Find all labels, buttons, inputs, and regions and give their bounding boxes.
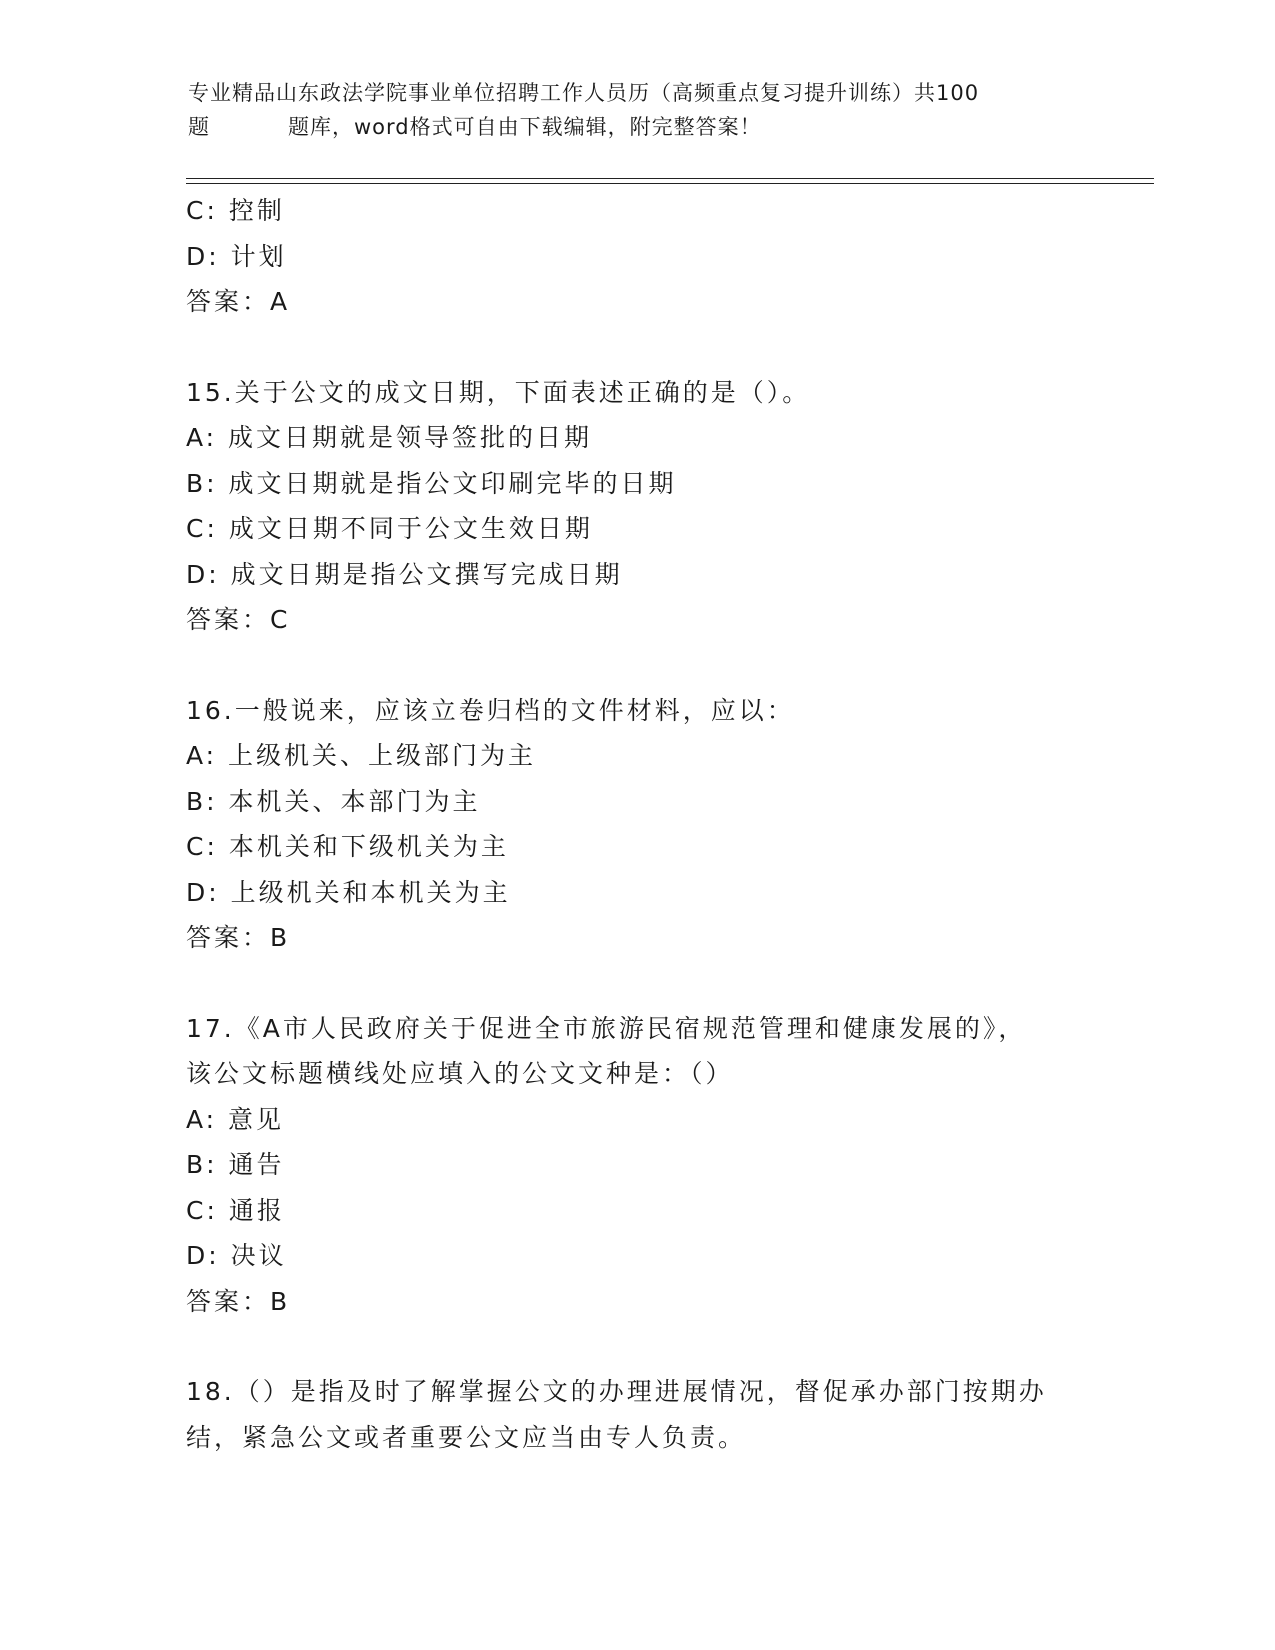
header-divider-bottom <box>186 183 1154 184</box>
option: B: 通告 <box>186 1150 285 1179</box>
question-stem: 结，紧急公文或者重要公文应当由专人负责。 <box>186 1422 747 1452</box>
header-divider-top <box>186 178 1154 179</box>
question-stem: 17.《A市人民政府关于促进全市旅游民宿规范管理和健康发展的》， <box>186 1013 1027 1043</box>
option: C: 通报 <box>186 1195 285 1225</box>
option: D: 决议 <box>186 1241 287 1270</box>
answer: 答案：B <box>186 1286 291 1316</box>
option: B: 本机关、本部门为主 <box>186 786 481 816</box>
header-line-2 <box>188 110 1088 144</box>
header-line-2-prefix: 题 <box>188 115 210 139</box>
option: B: 成文日期就是指公文印刷完毕的日期 <box>186 468 677 498</box>
question-stem: 该公文标题横线处应填入的公文文种是：（） <box>186 1059 734 1088</box>
option: C: 本机关和下级机关为主 <box>186 832 509 861</box>
question-18 <box>186 1369 1086 1460</box>
answer: 答案：A <box>186 287 291 316</box>
option: D: 计划 <box>186 241 287 271</box>
header-line-1: 专业精品山东政法学院事业单位招聘工作人员历（高频重点复习提升训练）共100 <box>188 81 980 105</box>
option: D: 成文日期是指公文撰写完成日期 <box>186 559 623 589</box>
option: C: 控制 <box>186 196 285 225</box>
option: D: 上级机关和本机关为主 <box>186 877 511 907</box>
option: A: 成文日期就是领导签批的日期 <box>186 423 593 452</box>
answer: 答案：B <box>186 923 291 952</box>
answer: 答案：C <box>186 605 291 634</box>
document-header <box>188 76 1088 144</box>
question-content <box>186 188 1086 1460</box>
option: A: 意见 <box>186 1104 285 1134</box>
question-stem: 16.一般说来，应该立卷归档的文件材料，应以： <box>186 695 795 725</box>
question-stem: 15.关于公文的成文日期，下面表述正确的是（）。 <box>186 377 811 407</box>
question-15 <box>186 370 1086 643</box>
question-17 <box>186 1006 1086 1325</box>
previous-question-tail <box>186 188 1086 325</box>
question-stem: 18.（）是指及时了解掌握公文的办理进展情况，督促承办部门按期办 <box>186 1377 1047 1406</box>
header-line-2-text: 题库，word格式可自由下载编辑，附完整答案！ <box>288 115 762 139</box>
option: C: 成文日期不同于公文生效日期 <box>186 514 593 543</box>
question-16 <box>186 688 1086 961</box>
option: A: 上级机关、上级部门为主 <box>186 741 537 770</box>
